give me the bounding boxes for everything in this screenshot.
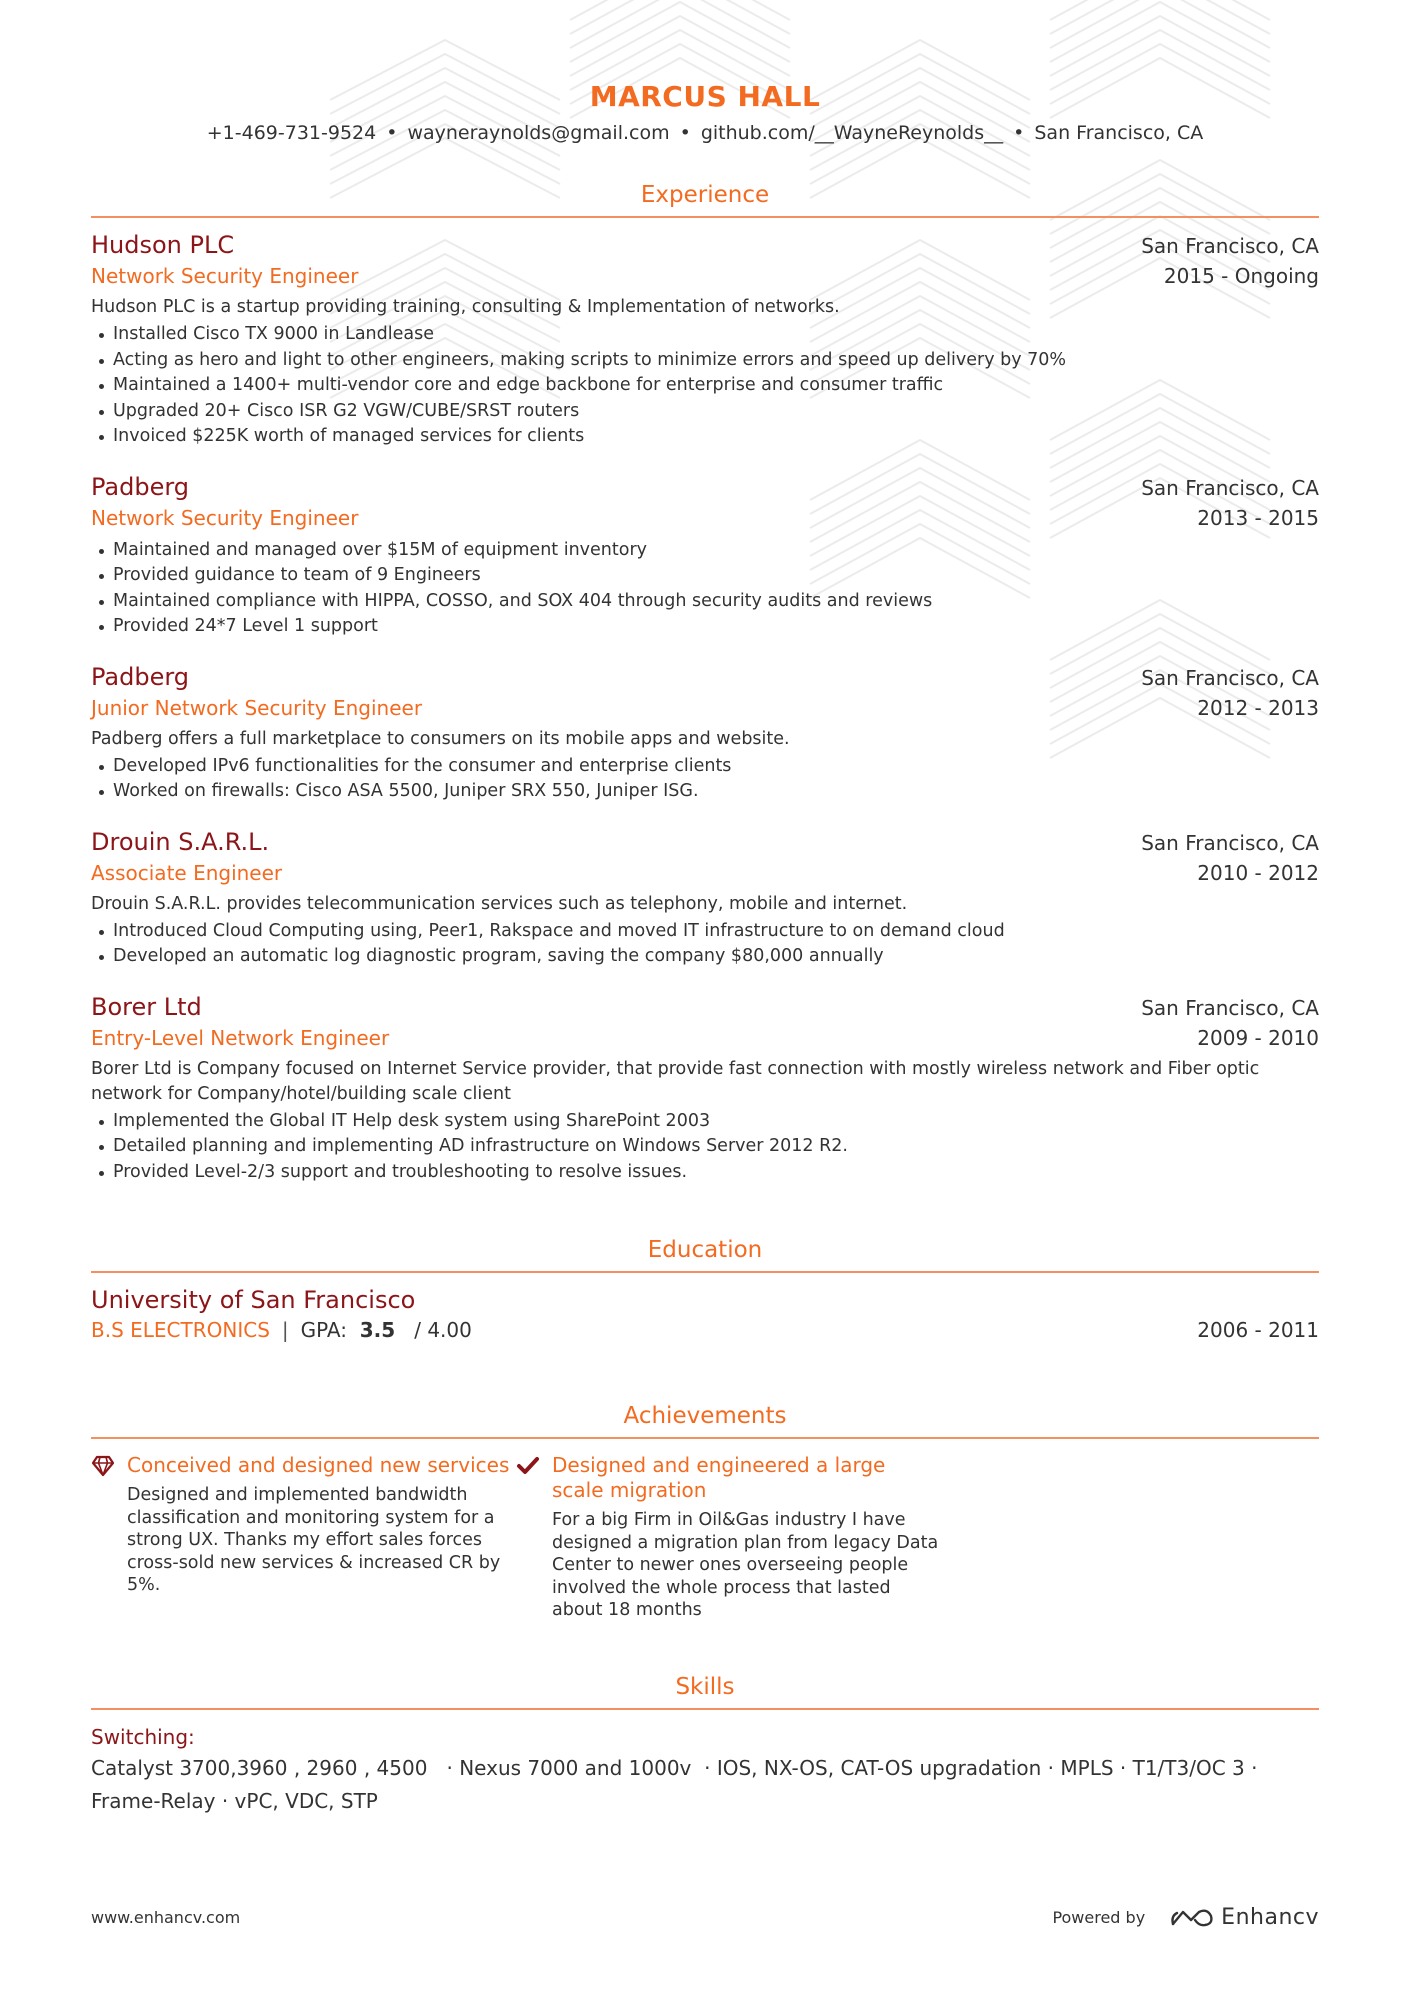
list-item: Acting as hero and light to other engineers, making scripts to minimize errors and speed up delivery by 70%: [91, 348, 1319, 374]
list-item: Worked on firewalls: Cisco ASA 5500, Juniper SRX 550, Juniper ISG.: [91, 779, 1319, 805]
list-item: Developed IPv6 functionalities for the consumer and enterprise clients: [91, 754, 1319, 780]
degree: B.S ELECTRONICS: [91, 1318, 270, 1342]
resume-header: [91, 0, 1319, 146]
section-divider: [91, 1708, 1319, 1710]
job-description: Hudson PLC is a startup providing training, consulting & Implementation of networks.: [91, 297, 840, 317]
job-location: San Francisco, CA: [1141, 234, 1319, 258]
separator: •: [1013, 122, 1025, 144]
education-dates: 2006 - 2011: [1197, 1318, 1319, 1342]
list-item: Provided Level-2/3 support and troubleshooting to resolve issues.: [91, 1160, 1319, 1186]
job-dates: 2009 - 2010: [1197, 1025, 1319, 1050]
section-title-education: Education: [647, 1237, 763, 1263]
list-item: Detailed planning and implementing AD infrastructure on Windows Server 2012 R2.: [91, 1134, 1319, 1160]
contact-line: [91, 120, 1319, 146]
job-entry: [91, 992, 1319, 1186]
email-link[interactable]: wayneraynolds@gmail.com: [407, 122, 670, 144]
job-dates: 2012 - 2013: [1197, 695, 1319, 720]
gpa-max: / 4.00: [414, 1318, 472, 1342]
list-item: Maintained compliance with HIPPA, COSSO, and SOX 404 through security audits and reviews: [91, 589, 1319, 615]
job-location: San Francisco, CA: [1141, 995, 1319, 1020]
achievement-title: Conceived and designed new services: [127, 1453, 510, 1477]
skills-list: Catalyst 3700,3960 , 2960 , 4500 · Nexus 7000 and 1000v · IOS, NX-OS, CAT-OS upgradation · MPLS · T1/T3/OC 3 · Frame-Relay · vPC, VDC, STP: [91, 1755, 1264, 1813]
job-role: Network Security Engineer: [91, 264, 359, 288]
job-bullets: [91, 754, 1319, 805]
divider: |: [281, 1318, 289, 1342]
gpa-value: 3.5: [359, 1318, 396, 1342]
skills-category: Switching:: [91, 1724, 195, 1749]
list-item: Installed Cisco TX 9000 in Landlease: [91, 322, 1319, 348]
list-item: Maintained and managed over $15M of equipment inventory: [91, 538, 1319, 564]
location: San Francisco, CA: [1034, 122, 1204, 144]
list-item: Provided 24*7 Level 1 support: [91, 614, 1319, 640]
job-location: San Francisco, CA: [1141, 830, 1319, 855]
phone[interactable]: +1-469-731-9524: [206, 122, 377, 144]
powered-by-label: Powered by: [1052, 1908, 1146, 1927]
section-title-skills: Skills: [675, 1673, 735, 1700]
job-bullets: [91, 919, 1319, 970]
skills-section: [91, 1672, 1319, 1818]
diamond-icon: [91, 1455, 115, 1477]
job-description: Padberg offers a full marketplace to consumers on its mobile apps and website.: [91, 728, 790, 749]
list-item: Implemented the Global IT Help desk system using SharePoint 2003: [91, 1109, 1319, 1135]
achievement-title: Designed and engineered a large scale migration: [552, 1453, 886, 1502]
list-item: Provided guidance to team of 9 Engineers: [91, 563, 1319, 589]
job-role: Network Security Engineer: [91, 505, 359, 530]
resume-page: [91, 0, 1319, 1818]
achievement-description: For a big Firm in Oil&Gas industry I have designed a migration plan from legacy Data Center to newer ones overseeing people involved the whole process that lasted about 18 months: [552, 1510, 939, 1620]
job-company: Drouin S.A.R.L.: [91, 827, 270, 856]
job-location: San Francisco, CA: [1141, 475, 1319, 500]
section-title-experience: Experience: [640, 182, 770, 208]
job-company: Padberg: [91, 662, 190, 691]
job-bullets: [91, 1109, 1319, 1186]
job-bullets: [91, 538, 1319, 640]
github-link[interactable]: github.com/__WayneReynolds__: [700, 122, 1004, 144]
list-item: Developed an automatic log diagnostic program, saving the company $80,000 annually: [91, 944, 1319, 970]
job-entry: [91, 472, 1319, 640]
job-role: Junior Network Security Engineer: [91, 695, 423, 720]
job-location: San Francisco, CA: [1141, 665, 1319, 690]
job-role: Entry-Level Network Engineer: [91, 1025, 390, 1050]
checkmark-icon: [516, 1455, 540, 1477]
footer-brand[interactable]: [1052, 1905, 1319, 1930]
job-company: Borer Ltd: [91, 992, 202, 1021]
job-entry: [91, 662, 1319, 805]
job-bullets: [91, 322, 1319, 450]
job-dates: 2010 - 2012: [1197, 860, 1319, 885]
experience-section: [91, 180, 1319, 1185]
brand-name: Enhancv: [1221, 1905, 1319, 1930]
list-item: Invoiced $225K worth of managed services for clients: [91, 424, 1319, 450]
school-name: University of San Francisco: [91, 1286, 416, 1314]
enhancv-logo-icon: [1169, 1906, 1215, 1930]
job-entry: [91, 827, 1319, 970]
section-divider: [91, 216, 1319, 218]
job-description: Drouin S.A.R.L. provides telecommunication services such as telephony, mobile and internet.: [91, 893, 908, 914]
section-divider: [91, 1437, 1319, 1439]
job-description: Borer Ltd is Company focused on Internet Service provider, that provide fast connection with mostly wireless network and Fiber optic network for Company/hotel/building scale client: [91, 1058, 1260, 1104]
separator: •: [386, 122, 398, 144]
achievement-item: [91, 1453, 516, 1622]
footer-website-link[interactable]: www.enhancv.com: [91, 1908, 241, 1927]
job-company: Hudson PLC: [91, 231, 235, 259]
footer: [91, 1905, 1319, 1930]
achievement-item: [516, 1453, 941, 1622]
job-role: Associate Engineer: [91, 860, 283, 885]
job-entry: [91, 230, 1319, 450]
job-dates: 2013 - 2015: [1197, 505, 1319, 530]
achievement-description: Designed and implemented bandwidth classification and monitoring system for a strong UX. Thanks my effort sales forces cross-sold new services & increased CR by 5%.: [127, 1485, 501, 1595]
section-title-achievements: Achievements: [623, 1403, 787, 1429]
gpa-label: GPA:: [300, 1318, 347, 1342]
candidate-name: MARCUS HALL: [589, 80, 821, 113]
list-item: Introduced Cloud Computing using, Peer1, Rakspace and moved IT infrastructure to on demand cloud: [91, 919, 1319, 945]
list-item: Upgraded 20+ Cisco ISR G2 VGW/CUBE/SRST routers: [91, 399, 1319, 425]
achievements-section: [91, 1401, 1319, 1622]
list-item: Maintained a 1400+ multi-vendor core and edge backbone for enterprise and consumer traffic: [91, 373, 1319, 399]
education-section: [91, 1235, 1319, 1345]
separator: •: [679, 122, 691, 144]
section-divider: [91, 1271, 1319, 1273]
job-company: Padberg: [91, 472, 190, 501]
job-dates: 2015 - Ongoing: [1163, 264, 1319, 288]
